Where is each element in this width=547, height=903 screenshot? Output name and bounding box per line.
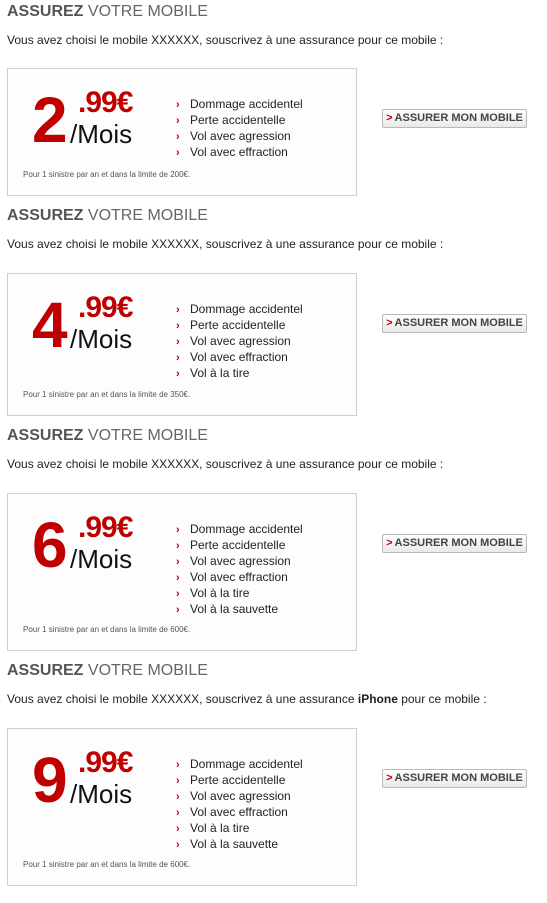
- intro-text-after: pour ce mobile :: [397, 692, 487, 706]
- feature-list: [176, 302, 303, 382]
- price-cents: .99€: [78, 86, 133, 119]
- feature-label: Dommage accidentel: [190, 522, 303, 536]
- price-integer: 2: [32, 84, 66, 156]
- chevron-right-icon: ›: [176, 131, 180, 143]
- price-period: /Mois: [70, 779, 133, 809]
- chevron-right-icon: ›: [176, 807, 180, 819]
- intro-text: Vous avez choisi le mobile XXXXXX, souscrivez à une assurance: [7, 692, 358, 706]
- insure-mobile-button[interactable]: [382, 314, 527, 333]
- list-item: [176, 837, 303, 853]
- feature-label: Vol avec agression: [190, 789, 291, 803]
- offer-card: [7, 728, 357, 886]
- section-title-bold: ASSUREZ: [7, 427, 84, 444]
- list-item: [176, 586, 303, 602]
- list-item: [176, 145, 303, 161]
- arrow-right-icon: >: [386, 317, 393, 329]
- feature-label: Vol avec agression: [190, 129, 291, 143]
- button-label: ASSURER MON MOBILE: [394, 317, 523, 329]
- arrow-right-icon: >: [386, 112, 393, 124]
- list-item: [176, 554, 303, 570]
- price-period: /Mois: [70, 324, 133, 354]
- feature-label: Vol avec effraction: [190, 570, 288, 584]
- list-item: [176, 570, 303, 586]
- feature-label: Dommage accidentel: [190, 302, 303, 316]
- list-item: [176, 318, 303, 334]
- section-title: [7, 2, 208, 22]
- intro-bold: iPhone: [357, 692, 398, 706]
- section-title: [7, 661, 208, 681]
- coverage-note: Pour 1 sinistre par an et dans la limite de 600€.: [23, 625, 191, 634]
- price-cents: .99€: [78, 746, 133, 779]
- section-title-rest: VOTRE MOBILE: [83, 207, 208, 224]
- feature-list: [176, 97, 303, 161]
- feature-label: Vol avec effraction: [190, 805, 288, 819]
- feature-list: [176, 522, 303, 618]
- section-title-rest: VOTRE MOBILE: [83, 3, 208, 20]
- intro-text: Vous avez choisi le mobile XXXXXX, souscrivez à une assurance pour ce mobile :: [7, 237, 444, 251]
- section-title-rest: VOTRE MOBILE: [83, 662, 208, 679]
- list-item: [176, 805, 303, 821]
- feature-label: Vol à la tire: [190, 366, 250, 380]
- list-item: [176, 350, 303, 366]
- list-item: [176, 757, 303, 773]
- offer-card: [7, 493, 357, 651]
- feature-label: Vol avec agression: [190, 334, 291, 348]
- chevron-right-icon: ›: [176, 147, 180, 159]
- section-title: [7, 426, 208, 446]
- arrow-right-icon: >: [386, 537, 393, 549]
- chevron-right-icon: ›: [176, 320, 180, 332]
- insure-mobile-button[interactable]: [382, 769, 527, 788]
- section-intro: [7, 456, 443, 472]
- list-item: [176, 113, 303, 129]
- chevron-right-icon: ›: [176, 115, 180, 127]
- button-label: ASSURER MON MOBILE: [394, 112, 523, 124]
- chevron-right-icon: ›: [176, 304, 180, 316]
- offer-card: [7, 68, 357, 196]
- insure-mobile-button[interactable]: [382, 534, 527, 553]
- feature-label: Vol avec effraction: [190, 145, 288, 159]
- list-item: [176, 538, 303, 554]
- feature-list: [176, 757, 303, 853]
- section-title: [7, 206, 208, 226]
- chevron-right-icon: ›: [176, 556, 180, 568]
- intro-text: Vous avez choisi le mobile XXXXXX, souscrivez à une assurance pour ce mobile :: [7, 33, 444, 47]
- chevron-right-icon: ›: [176, 540, 180, 552]
- price-cents: .99€: [78, 511, 133, 544]
- chevron-right-icon: ›: [176, 791, 180, 803]
- chevron-right-icon: ›: [176, 352, 180, 364]
- feature-label: Vol avec agression: [190, 554, 291, 568]
- section-title-rest: VOTRE MOBILE: [83, 427, 208, 444]
- feature-label: Vol à la sauvette: [190, 602, 279, 616]
- chevron-right-icon: ›: [176, 336, 180, 348]
- price-period: /Mois: [70, 119, 133, 149]
- chevron-right-icon: ›: [176, 759, 180, 771]
- feature-label: Dommage accidentel: [190, 97, 303, 111]
- section-title-bold: ASSUREZ: [7, 207, 84, 224]
- price-integer: 6: [32, 509, 66, 581]
- coverage-note: Pour 1 sinistre par an et dans la limite de 600€.: [23, 860, 191, 869]
- section-title-bold: ASSUREZ: [7, 3, 84, 20]
- feature-label: Vol à la sauvette: [190, 837, 279, 851]
- feature-label: Perte accidentelle: [190, 538, 286, 552]
- price-integer: 4: [32, 289, 66, 361]
- section-title-bold: ASSUREZ: [7, 662, 84, 679]
- list-item: [176, 773, 303, 789]
- section-intro: [7, 691, 487, 707]
- list-item: [176, 789, 303, 805]
- section-intro: [7, 32, 443, 48]
- feature-label: Perte accidentelle: [190, 318, 286, 332]
- list-item: [176, 821, 303, 837]
- arrow-right-icon: >: [386, 772, 393, 784]
- intro-text: Vous avez choisi le mobile XXXXXX, souscrivez à une assurance pour ce mobile :: [7, 457, 444, 471]
- price-cents: .99€: [78, 291, 133, 324]
- chevron-right-icon: ›: [176, 839, 180, 851]
- feature-label: Vol à la tire: [190, 586, 250, 600]
- feature-label: Perte accidentelle: [190, 773, 286, 787]
- list-item: [176, 97, 303, 113]
- button-label: ASSURER MON MOBILE: [394, 537, 523, 549]
- coverage-note: Pour 1 sinistre par an et dans la limite de 200€.: [23, 170, 191, 179]
- button-label: ASSURER MON MOBILE: [394, 772, 523, 784]
- list-item: [176, 334, 303, 350]
- list-item: [176, 302, 303, 318]
- list-item: [176, 602, 303, 618]
- feature-label: Dommage accidentel: [190, 757, 303, 771]
- list-item: [176, 366, 303, 382]
- section-intro: [7, 236, 443, 252]
- price-integer: 9: [32, 744, 66, 816]
- chevron-right-icon: ›: [176, 823, 180, 835]
- chevron-right-icon: ›: [176, 368, 180, 380]
- feature-label: Perte accidentelle: [190, 113, 286, 127]
- list-item: [176, 522, 303, 538]
- chevron-right-icon: ›: [176, 572, 180, 584]
- list-item: [176, 129, 303, 145]
- chevron-right-icon: ›: [176, 99, 180, 111]
- feature-label: Vol avec effraction: [190, 350, 288, 364]
- coverage-note: Pour 1 sinistre par an et dans la limite de 350€.: [23, 390, 191, 399]
- chevron-right-icon: ›: [176, 604, 180, 616]
- price-period: /Mois: [70, 544, 133, 574]
- chevron-right-icon: ›: [176, 775, 180, 787]
- offer-card: [7, 273, 357, 416]
- insure-mobile-button[interactable]: [382, 109, 527, 128]
- feature-label: Vol à la tire: [190, 821, 250, 835]
- chevron-right-icon: ›: [176, 588, 180, 600]
- chevron-right-icon: ›: [176, 524, 180, 536]
